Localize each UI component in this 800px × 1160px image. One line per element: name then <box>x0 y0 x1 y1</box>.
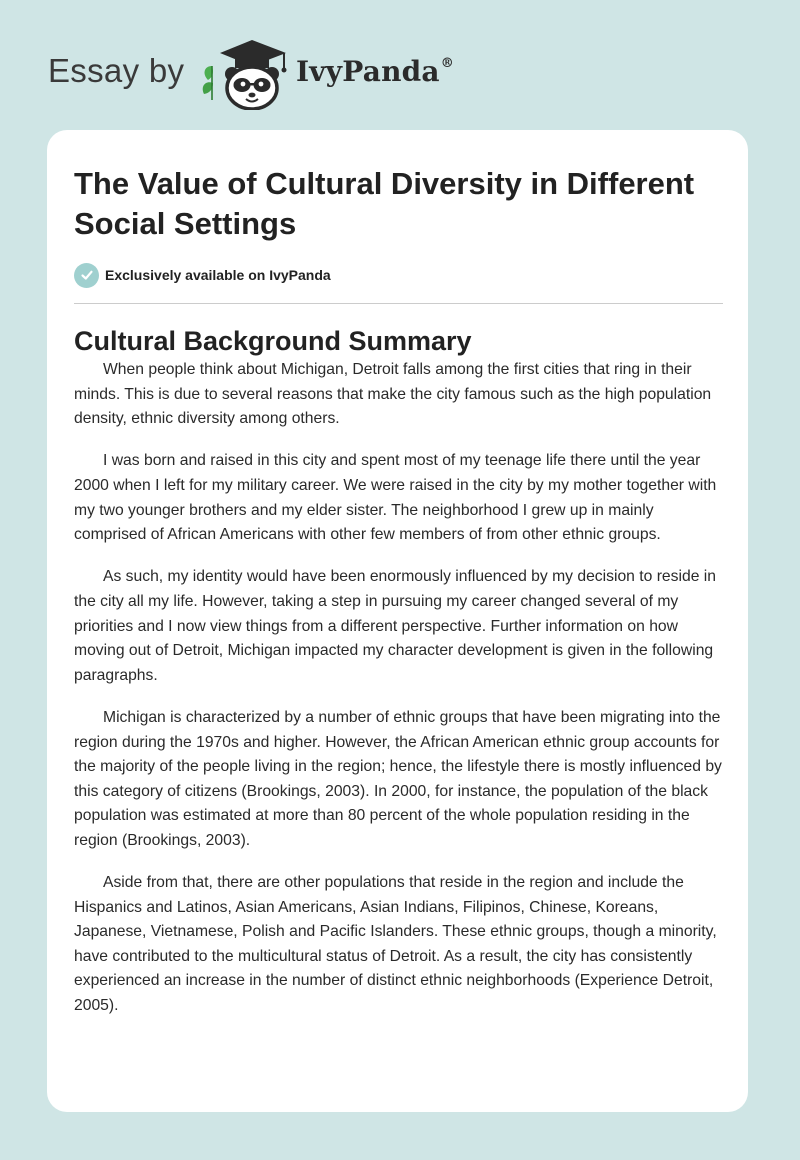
article-card <box>47 130 748 1112</box>
brand-name[interactable] <box>296 55 454 88</box>
paragraph: Aside from that, there are other populations that reside in the region and include the Hispanics and Latinos, Asian Americans, Asian Indians, Filipinos, Chinese, Koreans, Japanese, Vietnamese, Polish and Pacific Islanders. These ethnic groups, though a minority, have contributed to the multicultural status of Detroit. As a result, the city has consistently experienced an increase in the number of distinct ethnic neighborhoods (Experience Detroit, 2005). <box>74 874 717 1015</box>
paragraph: I was born and raised in this city and spent most of my teenage life there until the year 2000 when I left for my military career. We were raised in the city by my mother together with my two younger brothers and my elder sister. The neighborhood I grew up in mainly comprised of African Americans with other few members of from other ethnic groups. <box>74 452 717 544</box>
exclusive-badge <box>74 262 331 288</box>
brand-name-text: IvyPanda <box>296 55 440 88</box>
article-body <box>74 358 724 1036</box>
paragraph: As such, my identity would have been enormously influenced by my decision to reside in the city all my life. However, taking a step in pursuing my career changed several of my priorities and I now view things from a different perspective. Further information on how moving out of Detroit, Michigan impacted my character development is given in the following paragraphs. <box>74 568 717 684</box>
exclusive-badge-label: Exclusively available on IvyPanda <box>105 267 331 283</box>
check-circle-icon <box>74 263 99 288</box>
paragraph: Michigan is characterized by a number of ethnic groups that have been migrating into the region during the 1970s and higher. However, the African American ethnic group accounts for the majority of the people living in the region; hence, the lifestyle there is mostly influenced by this category of citizens (Brookings, 2003). In 2000, for instance, the population of the black population was estimated at more than 80 percent of the whole population residing in the region (Brookings, 2003). <box>74 708 722 849</box>
paragraph: When people think about Michigan, Detroit falls among the first cities that ring in their minds. This is due to several reasons that make the city famous such as the high population density, ethnic diversity among others. <box>74 361 712 428</box>
panda-logo-icon[interactable] <box>200 36 290 110</box>
registered-mark: ® <box>440 56 454 71</box>
section-heading: Cultural Background Summary <box>74 326 472 356</box>
essay-by-label: Essay by <box>48 52 185 89</box>
ivy-leaf-icon <box>203 66 213 100</box>
divider <box>74 303 723 304</box>
page-title: The Value of Cultural Diversity in Different Social Settings <box>74 166 695 241</box>
site-header <box>0 0 800 130</box>
